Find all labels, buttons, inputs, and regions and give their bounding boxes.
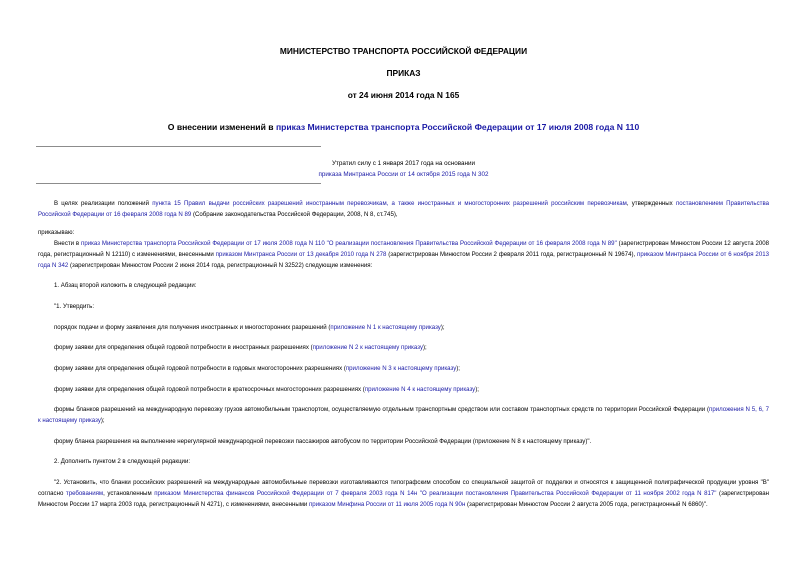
amend-link-order-110[interactable]: приказ Министерства транспорта Российской Федерации от 17 июля 2008 года N 110 "О реализации постановления Правительства Российской Федерации от 16 февраля 2008 года N 89"	[81, 240, 617, 247]
preamble-link-rules[interactable]: пункта 15 Правил выдачи российских разрешений иностранным перевозчикам, а также иностранных и многосторонних разрешений российским перевозчикам	[152, 200, 627, 207]
preamble-text-2: , утвержденных	[626, 200, 676, 207]
amend-text-1: Внести в	[54, 240, 82, 247]
list-item-appendix-1	[38, 322, 769, 333]
list-b-end: );	[423, 344, 427, 351]
doc-title	[0, 122, 807, 132]
amend-text-4: (зарегистрирован Минюстом России 2 июня 2014 года, регистрационный N 32522) следующие изменения:	[68, 262, 373, 269]
bottom-divider	[36, 183, 321, 184]
top-divider	[36, 146, 321, 147]
list-c-end: );	[456, 365, 461, 372]
doc-title-prefix: О внесении изменений в	[167, 122, 276, 132]
final-paragraph	[38, 477, 769, 510]
preamble-text-3: (Собрание законодательства Российской Федерации, 2008, N 8, ст.745),	[191, 211, 398, 218]
final-text-4: (зарегистрирован Минюстом России 2 августа 2005 года, регистрационный N 6860)".	[465, 501, 708, 508]
list-item-appendix-8: форму бланка разрешения на выполнение нерегулярной международной перевозки пассажиров автобусом по территории Российской Федерации (приложение N 8 к настоящему приказу)".	[54, 438, 592, 445]
list-item-appendix-4	[38, 384, 769, 395]
list-d-text: форму заявки для определения общей годовой потребности в краткосрочных многосторонних разрешениях (	[54, 386, 365, 393]
doc-date-number: от 24 июня 2014 года N 165	[347, 90, 460, 100]
list-b-text: форму заявки для определения общей годовой потребности в иностранных разрешениях (	[54, 344, 313, 351]
approve-line: "1. Утвердить:	[54, 303, 95, 310]
list-e-end: );	[100, 417, 105, 424]
amend-paragraph	[38, 238, 769, 271]
appendix-5-7-link[interactable]: приложения N 5, 6, 7 к настоящему приказу	[38, 406, 769, 424]
minfin-order-90n-link[interactable]: приказом Минфина России от 11 июля 2005 года N 90н	[309, 501, 466, 508]
appendix-2-link[interactable]: приложение N 2 к настоящему приказу	[312, 344, 424, 351]
appendix-1-link[interactable]: приложение N 1 к настоящему приказу	[330, 324, 441, 331]
appendix-3-link[interactable]: приложение N 3 к настоящему приказу	[345, 365, 457, 372]
ministry-heading: МИНИСТЕРСТВО ТРАНСПОРТА РОССИЙСКОЙ ФЕДЕРАЦИИ	[279, 46, 528, 56]
status-note-link[interactable]: приказа Минтранса России от 14 октября 2015 года N 302	[318, 171, 489, 178]
final-text-3: (зарегистрирован Минюстом России 17 марта 2003 года, регистрационный N 4271), с изменениями, внесенными	[38, 490, 769, 508]
preamble-paragraph	[38, 198, 769, 220]
list-item-appendix-3	[38, 363, 769, 374]
amend-link-order-278[interactable]: приказом Минтранса России от 13 декабря 2010 года N 278	[215, 251, 387, 258]
amend-text-3: (зарегистрирован Минюстом России 2 февраля 2011 года, регистрационный N 19674),	[386, 251, 638, 258]
item-1: 1. Абзац второй изложить в следующей редакции:	[54, 282, 197, 289]
preamble-text-1: В целях реализации положений	[54, 200, 153, 207]
final-text-1: "2. Установить, что бланки российских разрешений на международные автомобильные перевозки изготавливаются типографским способом со специальной защитой от подделки и относятся к защищенной полиграфической продукции уровня "В" согласно	[38, 479, 769, 497]
list-a-end: );	[440, 324, 445, 331]
appendix-4-link[interactable]: приложение N 4 к настоящему приказу	[364, 386, 476, 393]
list-e-text: формы бланков разрешений на международную перевозку грузов автомобильным транспортом, осуществляемую отдельным транспортным средством или составом транспортных средств по территории Российской Федерации (	[54, 406, 710, 413]
doc-title-link[interactable]: приказ Министерства транспорта Российской Федерации от 17 июля 2008 года N 110	[275, 122, 640, 132]
doc-type-heading: ПРИКАЗ	[386, 68, 421, 78]
order-word: приказываю:	[38, 229, 75, 236]
status-note-line: Утратил силу с 1 января 2017 года на основании	[331, 160, 476, 167]
status-note-link-line	[0, 169, 807, 180]
list-c-text: форму заявки для определения общей годовой потребности в годовых многосторонних разрешениях (	[54, 365, 346, 372]
preamble-link-resolution[interactable]: постановлением Правительства Российской Федерации от 16 февраля 2008 года N 89	[38, 200, 770, 218]
list-item-appendix-5-7	[38, 404, 769, 426]
item-2: 2. Дополнить пунктом 2 в следующей редакции:	[54, 458, 191, 465]
list-a-text: порядок подачи и форму заявления для получения иностранных и многосторонних разрешений (	[54, 324, 331, 331]
amend-text-2: (зарегистрирован Минюстом России 12 августа 2008 года, регистрационный N 12110) с изменениями, внесенными	[38, 240, 770, 258]
list-d-end: );	[475, 386, 479, 393]
requirements-link[interactable]: требованиям	[65, 490, 104, 497]
amend-link-order-342[interactable]: приказом Минтранса России от 6 ноября 2013 года N 342	[38, 251, 769, 269]
minfin-order-14n-link[interactable]: приказом Министерства финансов Российской Федерации от 7 февраля 2003 года N 14н "О реализации постановления Правительства Российской Федерации от 11 ноября 2002 года N 817"	[154, 490, 717, 497]
list-item-appendix-2	[38, 342, 769, 353]
final-text-2: , установленным	[103, 490, 155, 497]
